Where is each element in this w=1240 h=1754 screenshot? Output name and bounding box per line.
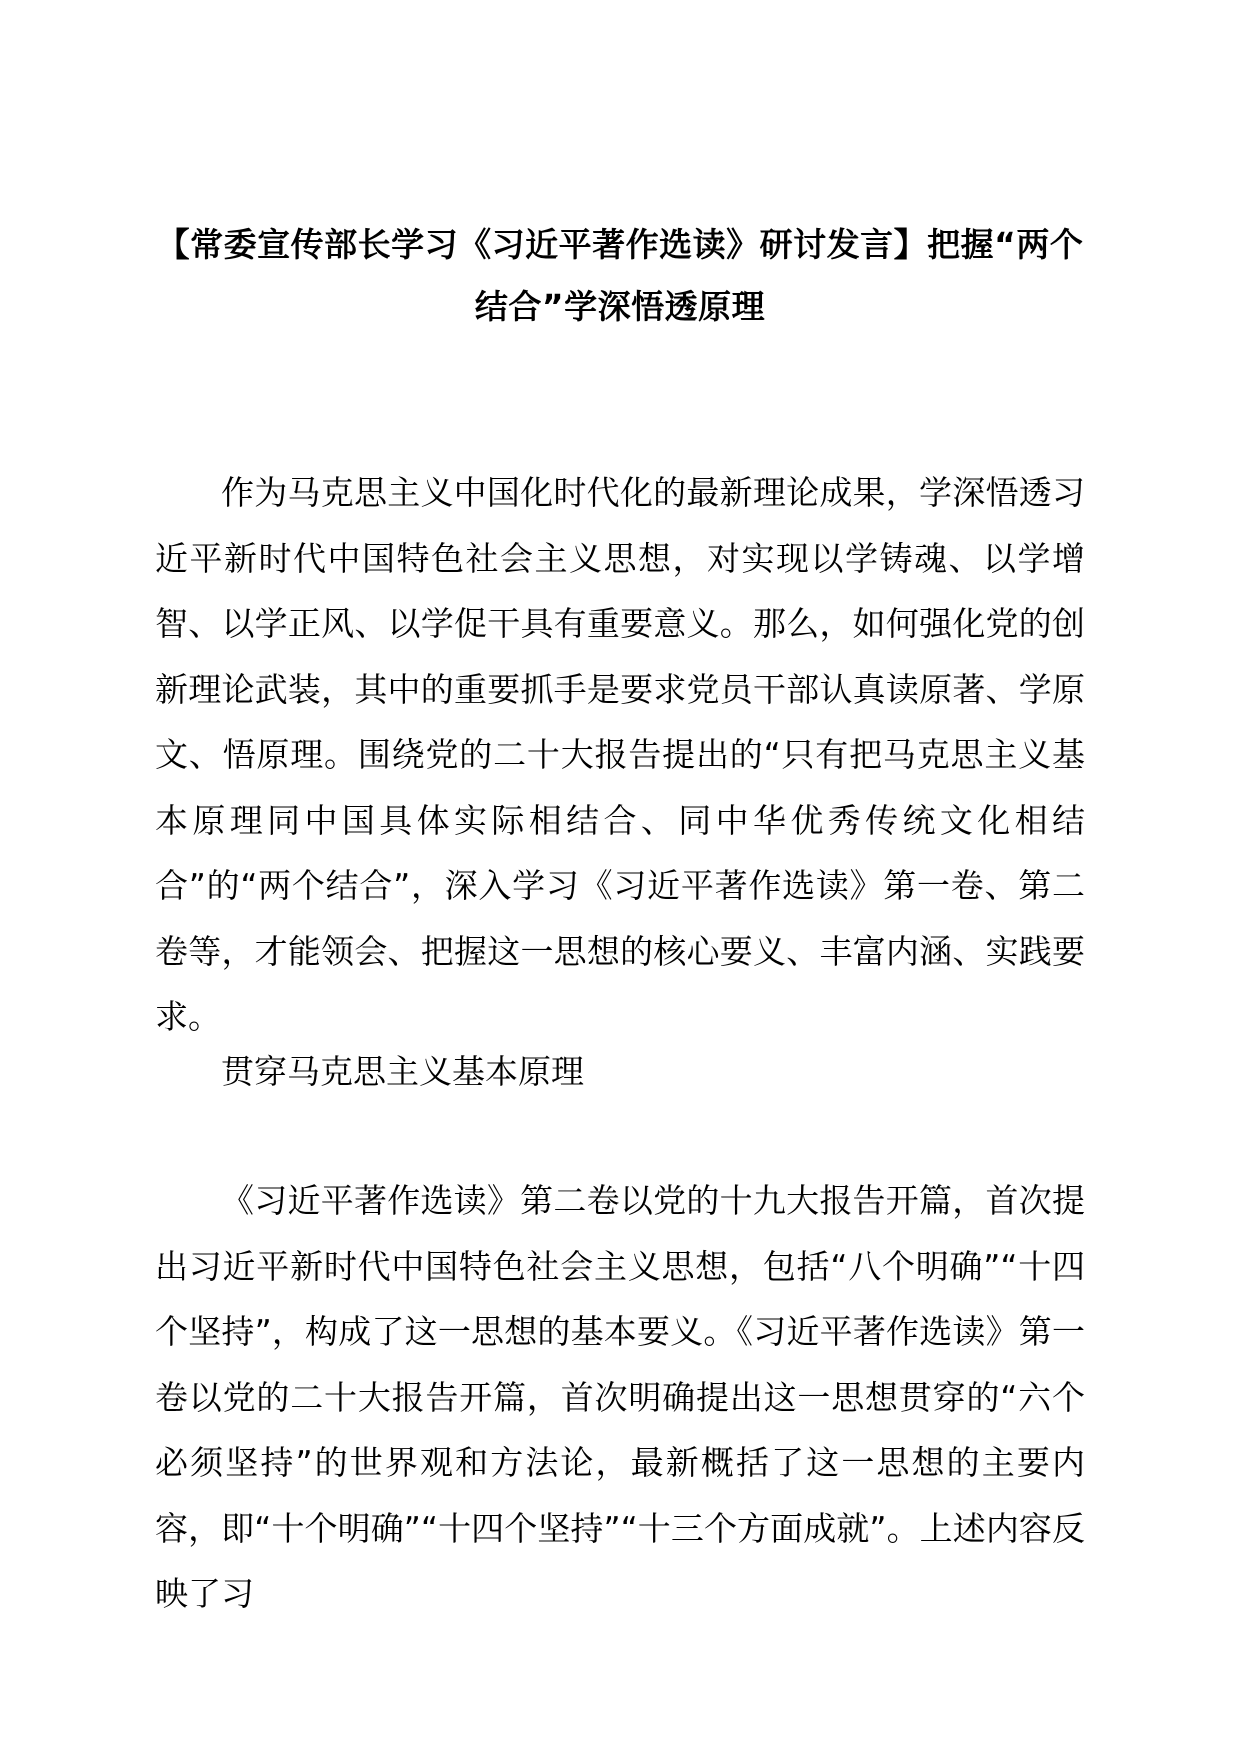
intro-paragraph: 作为马克思主义中国化时代化的最新理论成果，学深悟透习近平新时代中国特色社会主义思想，对实现以学铸魂、以学增智、以学正风、以学促干具有重要意义。那么，如何强化党的创新理论武装，其中的重要抓手是要求党员干部认真读原著、学原文、悟原理。围绕党的二十大报告提出的“只有把马克思主义基本原理同中国具体实际相结合、同中华优秀传统文化相结合”的“两个结合”，深入学习《习近平著作选读》第一卷、第二卷等，才能领会、把握这一思想的核心要义、丰富内涵、实践要求。 xyxy=(155,473,1085,1036)
section-heading: 贯穿马克思主义基本原理 xyxy=(221,1052,584,1091)
document-title: 【常委宣传部长学习《习近平著作选读》研讨发言】把握“两个结合”学深悟透原理 xyxy=(156,225,1084,326)
section-paragraph: 《习近平著作选读》第二卷以党的十九大报告开篇，首次提出习近平新时代中国特色社会主义思想，包括“八个明确”“十四个坚持”，构成了这一思想的基本要义。《习近平著作选读》第一卷以党的二十大报告开篇，首次明确提出这一思想贯穿的“六个必须坚持”的世界观和方法论，最新概括了这一思想的主要内容，即“十个明确”“十四个坚持”“十三个方面成就”。上述内容反映了习 xyxy=(155,1181,1085,1613)
